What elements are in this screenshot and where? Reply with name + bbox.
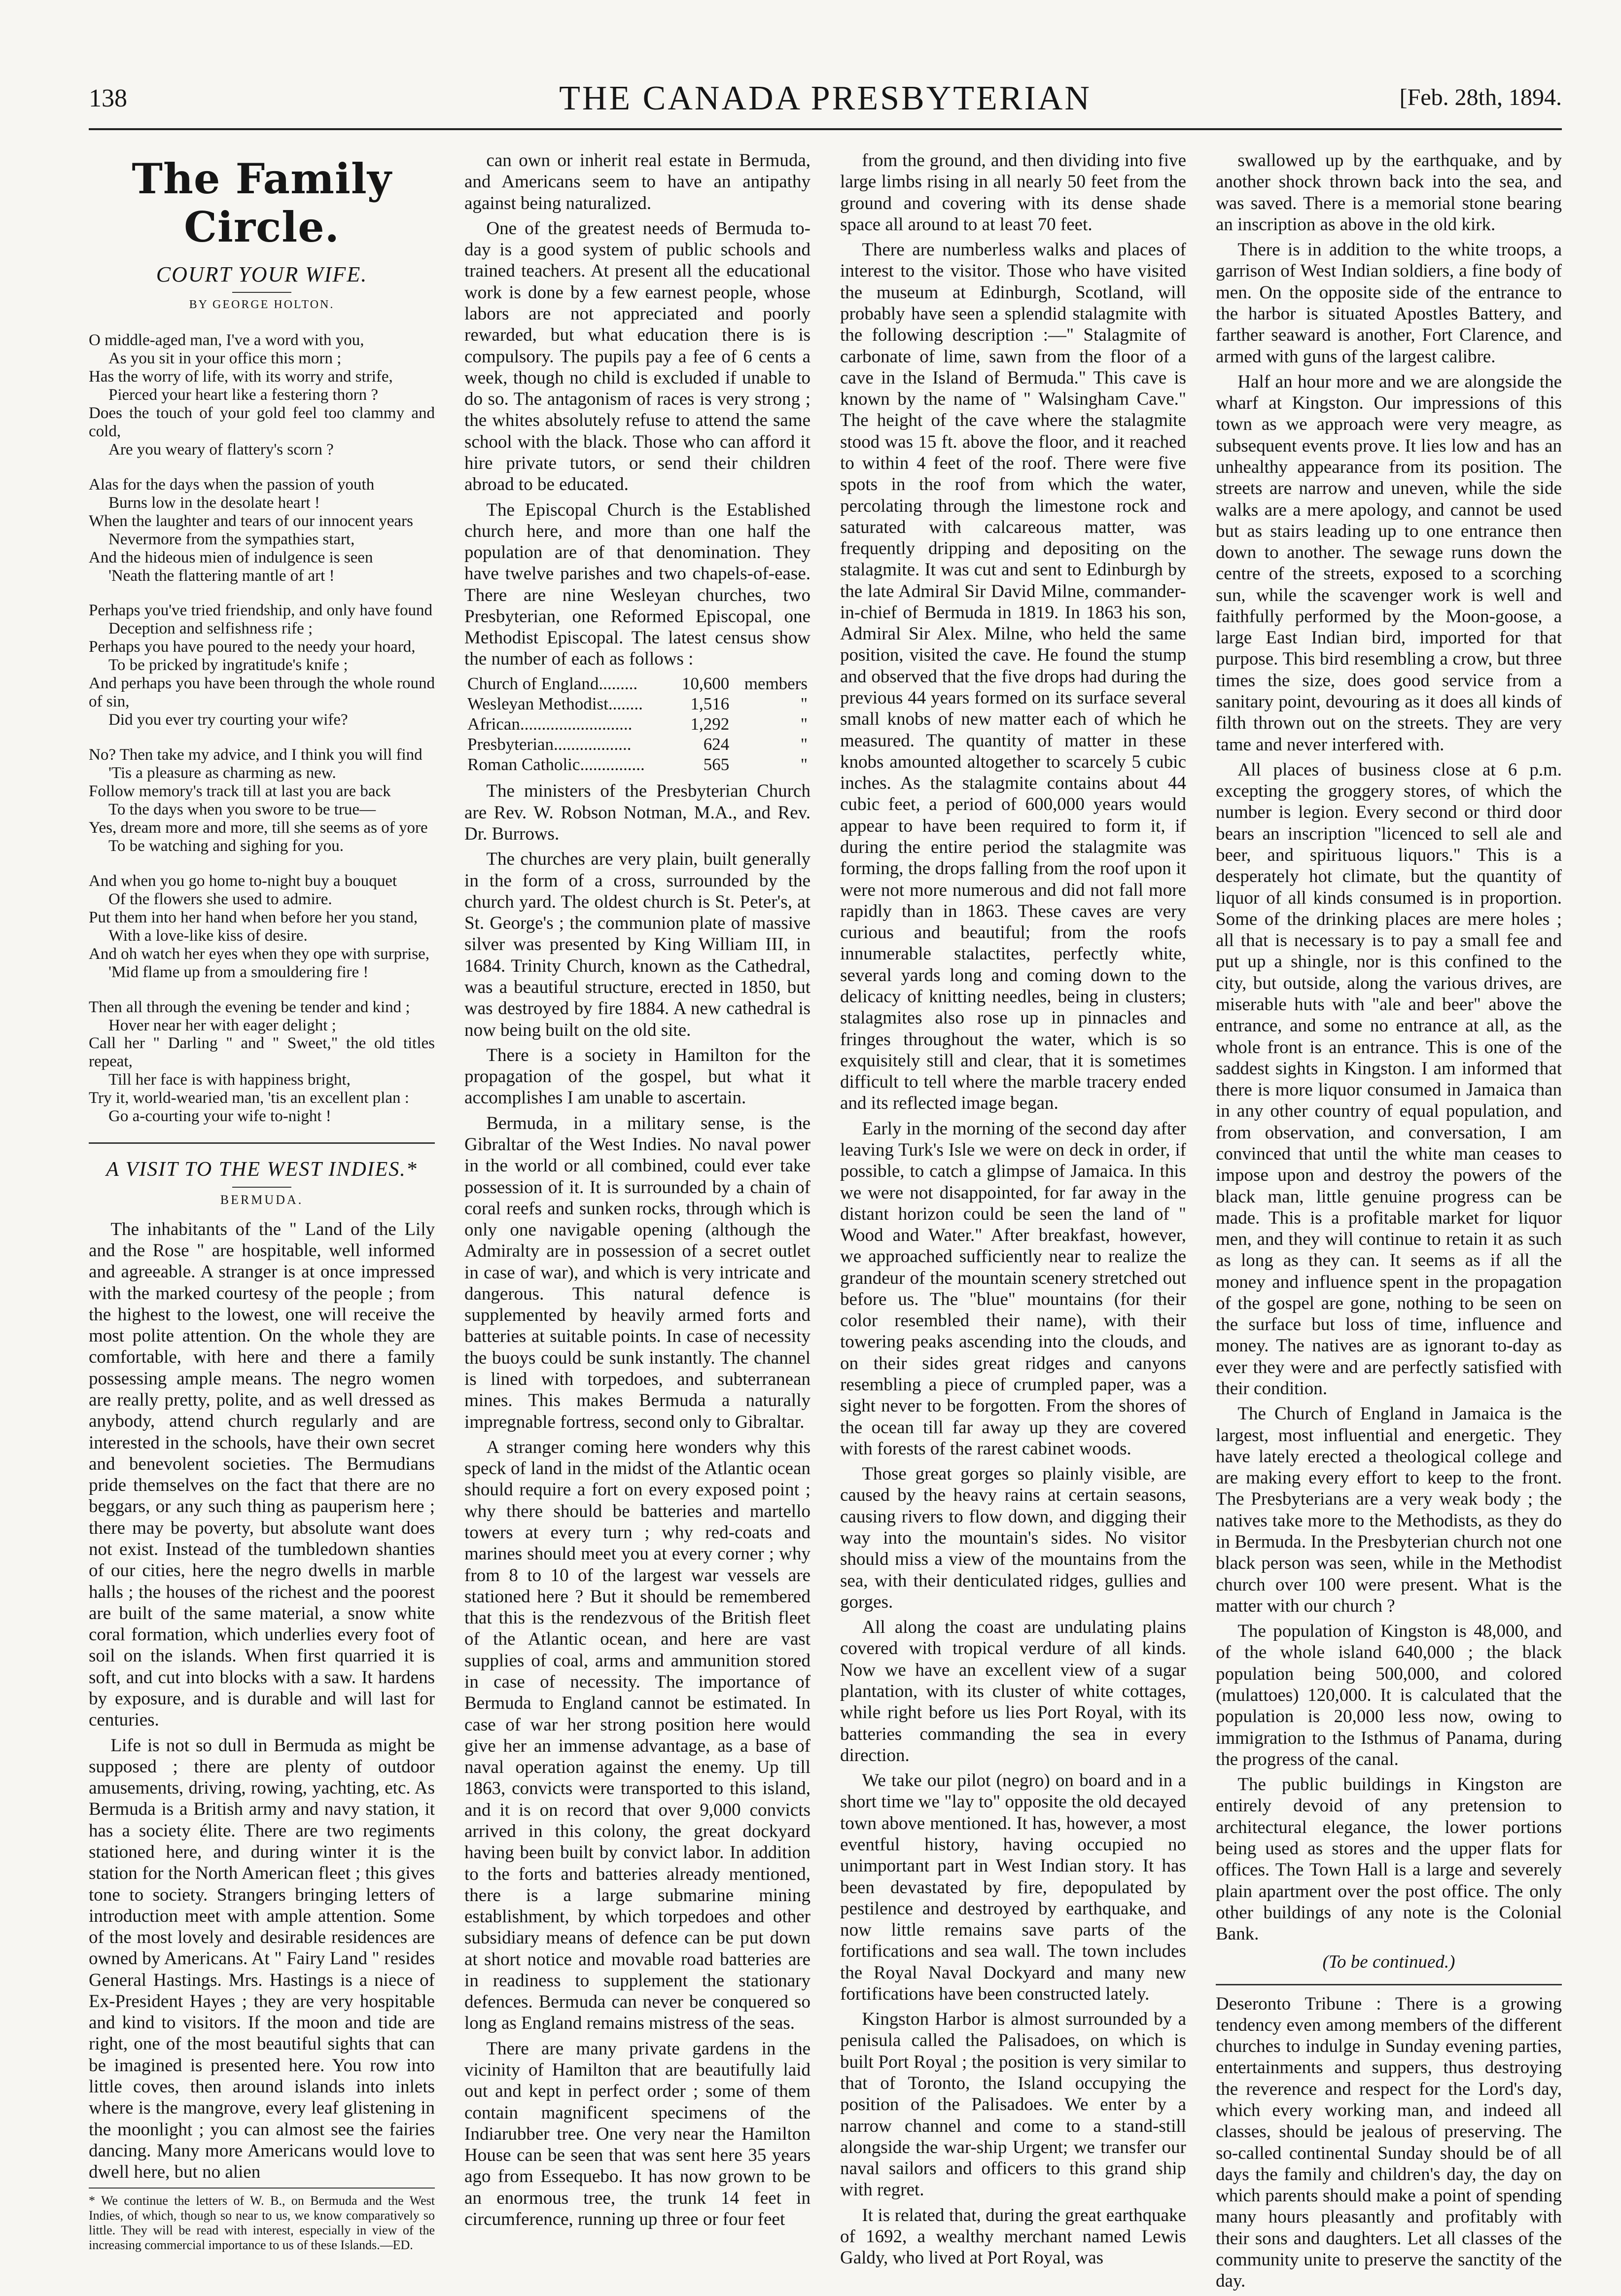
- article-title: A VISIT TO THE WEST INDIES.*: [89, 1142, 435, 1182]
- issue-date: [Feb. 28th, 1894.: [1399, 84, 1562, 110]
- poem-line: Perhaps you have poured to the needy your hoard,: [89, 638, 416, 656]
- poem-line: Burns low in the desolate heart !: [108, 494, 320, 512]
- footnote: * We continue the letters of W. B., on Bermuda and the West Indies, of which, though so near to us, we know comparatively so little. They will be read with interest, especially in view of the increasing commercial importance to us of these Islands.—ED.: [89, 2188, 435, 2253]
- poem-stanza: [89, 476, 435, 585]
- poem-stanza: [89, 601, 435, 729]
- census-unit: members: [744, 673, 808, 693]
- paragraph: A stranger coming here wonders why this speck of land in the midst of the Atlantic ocean should require a fort on every exposed point ; why there should be batteries and martello towers at every turn ; why red-coats and marines should meet you at every corner ; why from 8 to 10 of the largest war vessels are stationed here ? But it should be remembered that this is the rendezvous of the British fleet of the Atlantic ocean, and here are vast supplies of coal, arms and ammunition stored in case of necessity. The importance of Bermuda to England cannot be estimated. In case of war her strong position here would give her an immense advantage, as a base of naval operation against the enemy. Up till 1863, convicts were transported to this island, and it is on record that over 9,000 convicts arrived in this colony, the great dockyard having been built by convict labor. In addition to the forts and batteries already mentioned, there is a large submarine mining establishment, by which torpedoes and other subsidiary means of defence can be put down at short notice and movable road batteries are in readiness to supplement the stationary defences. Bermuda can never be conquered so long as England remains mistress of the seas.: [464, 1437, 810, 2034]
- paragraph: All along the coast are undulating plains covered with tropical verdure of all kinds. Now we have an excellent view of a sugar plantation, with its cluster of white cottages, while right before us lies Port Royal, with its batteries commanding the sea in every direction.: [840, 1617, 1186, 1766]
- census-unit: ": [800, 734, 808, 754]
- poem-line: To the days when you swore to be true—: [108, 801, 376, 818]
- column-3: [840, 150, 1186, 2296]
- poem-line: And oh watch her eyes when they ope with surprise,: [89, 945, 429, 963]
- poem-line: 'Tis a pleasure as charming as new.: [108, 764, 336, 782]
- paragraph: It is related that, during the great earthquake of 1692, a wealthy merchant named Lewis Galdy, who lived at Port Royal, was: [840, 2205, 1186, 2268]
- poem-line: Deception and selfishness rife ;: [108, 620, 313, 638]
- table-row: [464, 735, 810, 755]
- paragraph: The ministers of the Presbyterian Church are Rev. W. Robson Notman, M.A., and Rev. Dr. Burrows.: [464, 781, 810, 844]
- poem-line: Hover near her with eager delight ;: [108, 1016, 336, 1034]
- poem-line: Go a-courting your wife to-night !: [108, 1107, 331, 1126]
- paragraph: Half an hour more and we are alongside the wharf at Kingston. Our impressions of this town as we approach were very meagre, as subsequent events prove. It lies low and has an unhealthy appearance from its position. The streets are narrow and uneven, while the side walks are a mere apology, and cannot be used but as stairs leading up to one entrance then down to another. The sewage runs down the centre of the streets, exposed to a scorching sun, while the scavenger work is well and faithfully performed by the Moon-goose, a large East Indian bird, imported for that purpose. This bird resembling a crow, but three times the size, does good service from a sanitary point, devouring as it does all kinds of filth thrown out on the streets. They are very tame and never interfered with.: [1216, 371, 1562, 755]
- divider: [232, 292, 291, 293]
- poem-stanza: [89, 872, 435, 982]
- table-row: [464, 694, 810, 714]
- poem-line: Put them into her hand when before her you stand,: [89, 908, 418, 926]
- page-header: [89, 74, 1562, 130]
- divider: [232, 1187, 291, 1188]
- paragraph: swallowed up by the earthquake, and by another shock thrown back into the sea, and was saved. There is a memorial stone bearing an inscription as above in the old kirk.: [1216, 150, 1562, 235]
- paragraph: Early in the morning of the second day after leaving Turk's Isle we were on deck in order, if possible, to catch a glimpse of Jamaica. In this we were not disappointed, for far away in the distant horizon could be seen the land of " Wood and Water." After breakfast, however, we approached sufficiently near to realize the grandeur of the mountain scenery stretched out before us. The "blue" mountains (for their color resembled their name), with their towering peaks ascending into the clouds, and on their sides great ridges and canyons resembling a piece of crumpled paper, was a sight never to be forgotten. From the shores of the ocean till far away up they are covered with forests of the rarest cabinet woods.: [840, 1118, 1186, 1459]
- census-name: Presbyterian..................: [467, 734, 632, 754]
- census-count: 565: [703, 754, 730, 774]
- paragraph: Bermuda, in a military sense, is the Gibraltar of the West Indies. No naval power in the world or all combined, could ever take possession of it. It is surrounded by a chain of coral reefs and sunken rocks, through which is only one navigable opening (although the Admiralty are in possession of a secret outlet in case of war), and which is very intricate and dangerous. This natural defence is supplemented by heavily armed forts and batteries at suitable points. In case of necessity the buoys could be sunk instantly. The channel is lined with torpedoes, and subterranean mines. This makes Bermuda a naturally impregnable fortress, second only to Gibraltar.: [464, 1113, 810, 1432]
- poem-stanza: [89, 746, 435, 855]
- poem-line: 'Mid flame up from a smouldering fire !: [108, 963, 369, 981]
- poem-line: O middle-aged man, I've a word with you,: [89, 331, 364, 350]
- poem-line: And the hideous mien of indulgence is seen: [89, 548, 373, 566]
- census-name: African..........................: [467, 714, 633, 734]
- paragraph: The churches are very plain, built generally in the form of a cross, surrounded by the church yard. The oldest church is St. Peter's, at St. George's ; the communion plate of massive silver was presented by King William III, in 1684. Trinity Church, known as the Cathedral, was a beautiful structure, erected in 1850, but was destroyed by fire 1884. A new cathedral is now being built on the old site.: [464, 849, 810, 1040]
- paragraph: One of the greatest needs of Bermuda to-day is a good system of public schools and trained teachers. At present all the educational work is done by a few earnest people, whose labors are not appreciated and poorly rewarded, but what education there is is compulsory. The pupils pay a fee of 6 cents a week, though no child is excluded if unable to do so. The antagonism of races is very strong ; the whites absolutely refuse to attend the same school with the black. Those who can afford it hire private tutors, or send their children abroad to be educated.: [464, 218, 810, 495]
- columns: [89, 150, 1562, 2292]
- poem-line: Has the worry of life, with its worry and strife,: [89, 367, 393, 386]
- table-row: [464, 714, 810, 735]
- poem-line: Are you weary of flattery's scorn ?: [108, 440, 334, 459]
- to-be-continued: (To be continued.): [1322, 1952, 1455, 1973]
- paragraph: We take our pilot (negro) on board and in a short time we "lay to" opposite the old decayed town above mentioned. It has, however, a most eventful history, having occupied no unimportant part in West Indian story. It has been devastated by fire, depopulated by pestilence and destroyed by earthquake, and now little remains save parts of the fortifications and sea wall. The town includes the Royal Naval Dockyard and many new fortifications have been constructed lately.: [840, 1770, 1186, 2004]
- tribune-note: Deseronto Tribune : There is a growing tendency even among members of the different churches to indulge in Sunday evening parties, entertainments and suppers, thus destroying the reverence and respect for the Lord's day, which every working man, and indeed all classes, should be jealous of preserving. The so-called continental Sunday should be of all days the family and children's day, the day on which parents should make a point of spending many hours pleasantly and profitably with their sons and daughters. Let all classes of the community unite to preserve the sanctity of the day.: [1216, 1993, 1562, 2292]
- poem-line: When the laughter and tears of our innocent years: [89, 512, 413, 530]
- poem-body: [89, 331, 435, 1126]
- paragraph: from the ground, and then dividing into five large limbs rising in all nearly 50 feet from the ground and covering with its dense shade space all around to at least 70 feet.: [840, 150, 1186, 235]
- poem-line: No? Then take my advice, and I think you will find: [89, 746, 423, 764]
- paragraph: The population of Kingston is 48,000, and of the whole island 640,000 ; the black population being 500,000, and colored (mulattoes) 120,000. It is calculated that the population is 20,000 less now, owing to immigration to the Isthmus of Panama, during the progress of the canal.: [1216, 1621, 1562, 1769]
- poem-line: 'Neath the flattering mantle of art !: [108, 566, 335, 585]
- poem-line: Till her face is with happiness bright,: [108, 1071, 351, 1089]
- page-number: 138: [89, 84, 127, 112]
- poem-stanza: [89, 331, 435, 459]
- paragraph: The Episcopal Church is the Established church here, and more than one half the population are of that denomination. They have twelve parishes and two chapels-of-ease. There are nine Wesleyan churches, two Presbyterian, one Reformed Episcopal, one Methodist Episcopal. The latest census show the number of each as follows :: [464, 499, 810, 670]
- paragraph: Those great gorges so plainly visible, are caused by the heavy rains at certain seasons, causing rivers to flow down, and digging their way into the mountain's sides. No visitor should miss a view of the mountains from the sea, with their denticulated ridges, gullies and gorges.: [840, 1464, 1186, 1612]
- masthead-title: THE CANADA PRESBYTERIAN: [559, 79, 1092, 117]
- census-count: 1,516: [690, 694, 730, 713]
- paragraph: There are numberless walks and places of interest to the visitor. Those who have visited the museum at Edinburgh, Scotland, will probably have seen a splendid stalagmite with the following description :—" Stalagmite of carbonate of lime, sawn from the floor of a cave in the Island of Bermuda." This cave is known by the name of " Walsingham Cave." The height of the cave where the stalagmite stood was 15 ft. above the floor, and it reached to within 4 feet of the roof. There were five spots in the roof from which the water, percolating through the limestone rock and saturated with calcareous matter, was frequently dripping and depositing on the stalagmite. It was cut and sent to Edinburgh by the late Admiral Sir David Milne, commander-in-chief of Bermuda in 1819. In 1863 his son, Admiral Sir Alex. Milne, who held the same position, visited the cave. He found the stump and observed that the five drops had during the previous 44 years formed on its surface several small knobs of new matter each of which he measured. The quantity of matter in these knobs amounted altogether to scarcely 5 cubic inches. As the stalagmite contains about 44 cubic feet, a period of 600,000 years would appear to have been required to form it, if during the entire period the stalagmite was forming, the drops falling from the roof upon it were not more numerous and did not fall more rapidly than in 1863. These caves are very curious and beautiful; from the roofs innumerable stalactites, perfectly white, several yards long and coming down to the delicacy of knitting needles, being in clusters; stalagmites also rose up in pinnacles and fringes throughout the water, which is so exquisitely still and clear, that it is sometimes difficult to tell where the marble tracery ended and its reflected image began.: [840, 240, 1186, 1114]
- poem-line: And perhaps you have been through the whole round of sin,: [89, 674, 435, 711]
- poem-line: Pierced your heart like a festering thorn ?: [108, 386, 379, 404]
- poem-line: Follow memory's track till at last you are back: [89, 782, 391, 801]
- poem-stanza: [89, 998, 435, 1126]
- paragraph: The public buildings in Kingston are entirely devoid of any pretension to architectural elegance, the lower portions being used as stores and the upper flats for offices. The Town Hall is a large and severely plain apartment over the post office. The only other buildings of any note is the Colonial Bank.: [1216, 1774, 1562, 1944]
- poem-title: COURT YOUR WIFE.: [156, 262, 368, 286]
- section-heading: The Family Circle.: [132, 154, 392, 252]
- poem-line: Did you ever try courting your wife?: [108, 711, 348, 729]
- poem-line: And when you go home to-night buy a bouquet: [89, 872, 397, 890]
- poem-line: Does the touch of your gold feel too clammy and cold,: [89, 404, 435, 440]
- census-count: 624: [703, 734, 730, 754]
- paragraph: There are many private gardens in the vicinity of Hamilton that are beautifully laid out and kept in perfect order ; some of them contain magnificent specimens of the Indiarubber tree. One very near the Hamilton House can be seen that was sent here 35 years ago from Essequebo. It has now grown to be an enormous tree, the trunk 14 feet in circumference, running up three or four feet: [464, 2038, 810, 2229]
- poem-line: With a love-like kiss of desire.: [108, 926, 308, 945]
- article-subhead: BERMUDA.: [220, 1193, 304, 1207]
- poem-line: Try it, world-wearied man, 'tis an excellent plan :: [89, 1089, 409, 1107]
- table-row: [464, 755, 810, 775]
- table-row: [464, 674, 810, 694]
- poem-line: Call her " Darling " and " Sweet," the old titles repeat,: [89, 1034, 435, 1071]
- census-unit: ": [800, 694, 808, 713]
- column-1: [89, 150, 435, 2296]
- census-unit: ": [800, 754, 808, 774]
- column-4: [1216, 150, 1562, 2296]
- paragraph: The Church of England in Jamaica is the largest, most influential and energetic. They have lately erected a theological college and are making every effort to keep to the front. The Presbyterians are a very weak body ; the natives take more to the Methodists, as they do in Bermuda. In the Presbyterian church not one black person was seen, while in the Methodist church over 100 were present. What is the matter with our church ?: [1216, 1404, 1562, 1616]
- census-name: Wesleyan Methodist........: [467, 694, 643, 713]
- paragraph: There is a society in Hamilton for the propagation of the gospel, but what it accomplishes I am unable to ascertain.: [464, 1045, 810, 1108]
- poem-line: Perhaps you've tried friendship, and only have found: [89, 601, 432, 620]
- paragraph: The inhabitants of the " Land of the Lily and the Rose " are hospitable, well informed and agreeable. A stranger is at once impressed with the marked courtesy of the people ; from the highest to the lowest, one will receive the most polite attention. On the whole they are comfortable, with here and there a family possessing ample means. The negro women are really pretty, polite, and as well dressed as anybody, attend church regularly and are interested in the schools, have their own secret and benevolent societies. The Bermudians pride themselves on the fact that there are no beggars, or any such thing as pauperism here ; there may be poverty, but absolute want does not exist. Instead of the tumbledown shanties of our cities, here the negro dwells in marble halls ; the houses of the richest and the poorest are built of the same material, a snow white coral formation, which underlies every foot of soil on the islands. When first quarried it is soft, and cut into blocks with a saw. It hardens by exposure, and is durable and will last for centuries.: [89, 1219, 435, 1731]
- paragraph: All places of business close at 6 p.m. excepting the groggery stores, of which the number is legion. Every second or third door bears an inscription "licenced to sell ale and beer, and spirituous liquors." This is a desperately hot climate, but the quantity of liquor of all kinds consumed is in proportion. Some of the drinking places are mere holes ; all that is necessary is to pay a small fee and put up a shingle, nor is this confined to the city, but outside, along the various drives, are miserable huts with "ale and beer" above the entrance, and some no entrance at all, as the whole front is an entrance. This is one of the saddest sights in Kingston. I am informed that there is more liquor consumed in Jamaica than in any other country of equal population, and from observation, and conversation, I am convinced that until the white man ceases to impose upon and destroy the powers of the black man, little genuine progress can be made. This is a profitable market for liquor men, and they will continue to retain it as such as long as they can. It seems as if all the money and influence spent in the propagation of the gospel are gone, nothing to be seen on the surface but loss of time, influence and money. The natives are as ignorant to-day as ever they were and are perfectly satisfied with their condition.: [1216, 759, 1562, 1399]
- poem-line: Nevermore from the sympathies start,: [108, 530, 355, 548]
- poem-byline: BY GEORGE HOLTON.: [189, 298, 335, 311]
- census-unit: ": [800, 714, 808, 734]
- divider: [1216, 1984, 1562, 1985]
- census-name: Roman Catholic...............: [467, 754, 645, 774]
- paragraph: can own or inherit real estate in Bermuda, and Americans seem to have an antipathy against being naturalized.: [464, 150, 810, 213]
- poem-line: Of the flowers she used to admire.: [108, 890, 332, 908]
- paragraph: Kingston Harbor is almost surrounded by a penisula called the Palisadoes, on which is built Port Royal ; the position is very similar to that of Toronto, the Island occupying the position of the Palisadoes. We enter by a narrow channel and come to a stand-still alongside the war-ship Urgent; we transfer our naval sailors and officers to this grand ship with regret.: [840, 2009, 1186, 2200]
- paragraph: Life is not so dull in Bermuda as might be supposed ; there are plenty of outdoor amusements, driving, rowing, yachting, etc. As Bermuda is a British army and navy station, it has a society élite. There are two regiments stationed here, and during winter it is the station for the North American fleet ; this gives tone to society. Strangers bringing letters of introduction meet with ample attention. Some of the most lovely and desirable residences are owned by Americans. At " Fairy Land " resides General Hastings. Mrs. Hastings is a niece of Ex-President Hayes ; they are very hospitable and kind to visitors. If the moon and tide are right, one of the most beautiful sights that can be imagined is presented here. You row into little coves, then around islands into inlets where is the mangrove, every leaf glistening in the moonlight ; you can almost see the fairies dancing. Many more Americans would love to dwell here, but no alien: [89, 1735, 435, 2183]
- census-count: 10,600: [681, 673, 730, 693]
- census-table: [464, 674, 810, 775]
- poem-line: To be pricked by ingratitude's knife ;: [108, 656, 348, 674]
- poem-line: Then all through the evening be tender and kind ;: [89, 998, 410, 1016]
- poem-line: To be watching and sighing for you.: [108, 837, 344, 855]
- census-name: Church of England.........: [467, 673, 638, 693]
- column-2: [464, 150, 810, 2296]
- census-count: 1,292: [690, 714, 730, 734]
- poem-line: As you sit in your office this morn ;: [108, 350, 342, 368]
- paragraph: There is in addition to the white troops, a garrison of West Indian soldiers, a fine body of men. On the opposite side of the entrance to the harbor is situated Apostles Battery, and farther seaward is another, Fort Clarence, and armed with guns of the largest calibre.: [1216, 240, 1562, 367]
- poem-line: Alas for the days when the passion of youth: [89, 475, 375, 494]
- poem-line: Yes, dream more and more, till she seems as of yore: [89, 818, 428, 837]
